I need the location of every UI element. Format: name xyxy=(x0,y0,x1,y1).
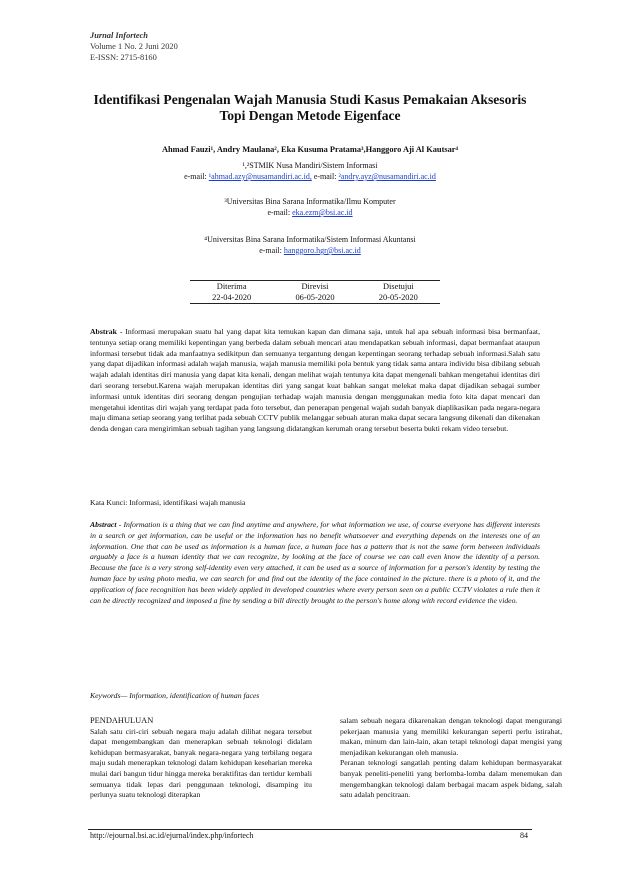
abstract-label: Abstract xyxy=(90,520,117,529)
affiliation-2 xyxy=(60,196,560,218)
affiliation-name: ⁴Universitas Bina Sarana Informatika/Sistem Informasi Akuntansi xyxy=(204,235,416,244)
received-label: Diterima xyxy=(216,282,247,291)
received-date: 22-04-2020 xyxy=(212,293,252,302)
body-paragraph-1: Salah satu ciri-ciri sebuah negara maju adalah dilihat negara tersebut dapat mengembangkan dan menerapkan sebuah teknologi didalam kehidupan bermasyarakat, banyak negara-negara yang terbilang negara maju sudah menerapkan teknologi dalam kehidupan keseharian mereka mulai dari bangun tidur hingga mereka beraktifitas dan tertidur kembali semuanya tidak lepas dari penggunaan teknologi, disamping itu perlunya suatu teknologi diterapkan xyxy=(90,726,312,800)
email-label-2: e-mail: xyxy=(311,172,339,181)
affiliation-emails xyxy=(60,207,560,218)
section-heading: PENDAHULUAN xyxy=(90,716,154,725)
kata-kunci: Kata Kunci: Informasi, identifikasi wajah manusia xyxy=(90,498,246,507)
footer-rule xyxy=(88,829,532,830)
affiliation-emails xyxy=(60,171,560,182)
journal-volume: Volume 1 No. 2 Juni 2020 xyxy=(90,42,178,51)
approved-date: 20-05-2020 xyxy=(378,293,418,302)
abstrak-indonesian xyxy=(90,327,540,435)
email-link-2[interactable]: ²andry.ayz@nusamandiri.ac.id xyxy=(338,172,436,181)
email-link-3[interactable]: eka.ezm@bsi.ac.id xyxy=(292,208,353,217)
abstrak-text: - Informasi merupakan suatu hal yang dapat kita temukan kapan dan dimana saja, untuk hal apa sebuah informasi bisa bermanfaat, tentunya setiap orang memiliki kepentingan yang berbeda dalam sebuah mencari atau mendapatkan sebuah informasi, dapat bermanfaat ataupun informasi tersebut tidak ada manfaatnya sedikitpun dan semuanya tergantung dengan kepentingan seorang terhadap sebuah informasi.Salah satu yang dapat dijadikan informasi adalah wajah manusia, wajah manusia memiliki pola bentuk yang tidak sama antara individu bisa dibilang sebuah wajah adalah identitas diri manusia yang dapat kita kenali, dengan melihat wajah tentunya kita dapat mengenali bahkan mengetahui identitas diri dari seorang tersebut.Karena wajah merupakan identitas diri yang sangat kuat bahkan sangat melekat maka dapat dijadikan sebagai sumber informasi untuk identitas diri seorang dengan pengujian terhadap wajah manusia dengan menggunakan media foto kita dapat mencari dan mengetahui identitas diri wajah yang terdapat pada foto tersebut, dan penerapan pengenal wajah sudah banyak diaplikasikan pada negara-negara maju dimana setiap seorang yang terlihat pada sebuah CCTV publik melanggar sebuah aturan maka dapat secara langsung dikenali dan dikenakan denda dengan cara mengirimkan sebuah tagihan yang langsung didatangkan kerumah orang tersebut beserta bukti rekam video tersebut. xyxy=(90,327,540,434)
page-number: 84 xyxy=(520,831,528,840)
revised-label: Direvisi xyxy=(301,282,329,291)
journal-issn: E-ISSN: 2715-8160 xyxy=(90,53,157,62)
email-label: e-mail: xyxy=(267,208,293,217)
body-paragraph-3: Peranan teknologi sangatlah penting dalam kehidupan bermasyarakat banyak peneliti-peneliti yang berlomba-lomba dalam menemukan dan mengembangkan teknologi dalam berbagai macam aspek bidang, salah satu adalah pencitraan. xyxy=(340,758,562,800)
paper-title: Identifikasi Pengenalan Wajah Manusia Studi Kasus Pemakaian Aksesoris Topi Dengan Metode Eigenface xyxy=(93,92,527,123)
affiliation-1 xyxy=(60,160,560,182)
footer-url[interactable]: http://ejournal.bsi.ac.id/ejurnal/index.php/infortech xyxy=(90,831,254,840)
affiliation-name: ¹,²STMIK Nusa Mandiri/Sistem Informasi xyxy=(242,161,378,170)
abstract-english xyxy=(90,520,540,606)
body-column-left xyxy=(90,716,312,801)
submission-dates xyxy=(190,280,440,304)
journal-header xyxy=(90,30,178,63)
keywords-english: Keywords— Information, identification of human faces xyxy=(90,691,260,700)
email-label: e-mail: xyxy=(259,246,284,255)
abstrak-label: Abstrak xyxy=(90,327,117,336)
author-list: Ahmad Fauzi¹, Andry Maulana², Eka Kusuma Pratama³,Hanggoro Aji Al Kautsar⁴ xyxy=(161,145,459,154)
revised-date: 06-05-2020 xyxy=(295,293,335,302)
email-link-1[interactable]: ¹ahmad.azy@nusamandiri.ac.id, xyxy=(208,172,312,181)
body-paragraph-2: salam sebuah negara dikarenakan dengan teknologi dapat mengurangi pekerjaan manusia yang memiliki kekurangan seperti perlu istirahat, makan, minum dan lain-lain, akan tetapi teknologi dapat mengisi yang menjadikan kekurangan oleh manusia. xyxy=(340,716,562,757)
abstract-text: - Information is a thing that we can find anytime and anywhere, for what information we use, of course everyone has different interests in a search or get information, can be useful or the information has no benefit whatsoever and everything depends on the interests one of an information. One that can be used as information is a human face, a human face has a pattern that is not the same form between individuals arguably a face is a human identity that we can recognize, by looking at the face of course we can call even know the identity of a person. Because the face is a very strong self-identity even very attached, it can be used as a source of information for a person's identity by testing the human face by using photo media, we can search for and find out the identity of the face contained in the picture. there is a photo of it, and the application of face recognition has been widely applied in developed countries where every person seen on a public CCTV violates a rule then it can be directly recognized and imposed a fine by sending a bill directly brought to the person's home along with record evidence the video. xyxy=(90,520,540,605)
email-link-4[interactable]: hanggoro.hgr@bsi.ac.id xyxy=(283,246,361,255)
affiliation-emails xyxy=(60,245,560,256)
affiliation-3 xyxy=(60,234,560,256)
journal-name: Jurnal Infortech xyxy=(90,31,148,40)
body-column-right xyxy=(340,716,562,801)
email-label: e-mail: xyxy=(184,172,209,181)
affiliation-name: ³Universitas Bina Sarana Informatika/Ilmu Komputer xyxy=(224,197,396,206)
approved-label: Disetujui xyxy=(382,282,414,291)
